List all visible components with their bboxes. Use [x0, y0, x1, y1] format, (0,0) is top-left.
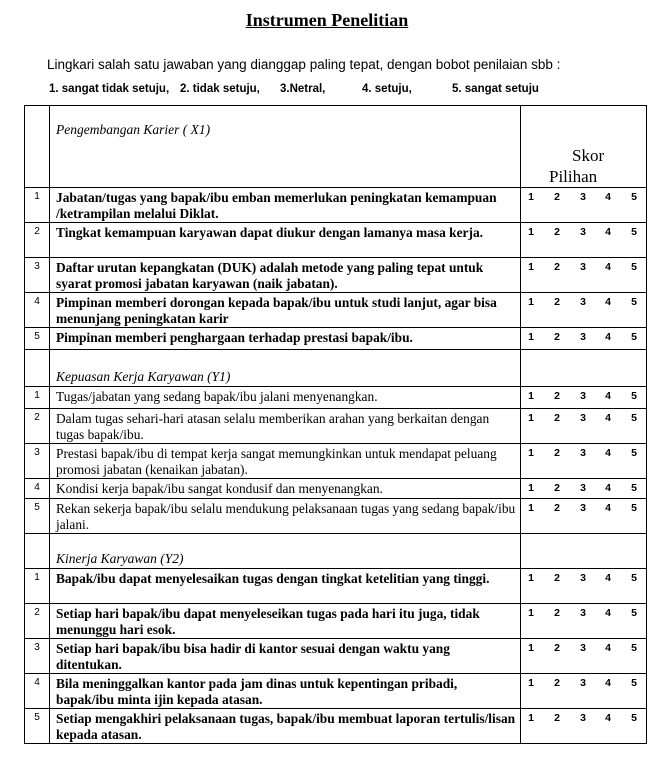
section-title: Pengembangan Karier ( X1)	[56, 122, 211, 137]
score-cell	[521, 499, 647, 534]
section-header-row	[25, 106, 647, 188]
score-option[interactable]: 1	[528, 412, 534, 424]
score-option[interactable]: 3	[580, 482, 586, 494]
question-row	[25, 328, 647, 350]
score-cell	[521, 328, 647, 350]
question-text: Daftar urutan kepangkatan (DUK) adalah metode yang paling tepat untuk syarat promosi jabatan karyawan (naik jabatan).	[50, 258, 521, 293]
section-header-row	[25, 350, 647, 387]
score-option[interactable]: 4	[605, 642, 611, 654]
score-option[interactable]: 4	[605, 712, 611, 724]
questionnaire-table	[24, 105, 647, 744]
question-text: Rekan sekerja bapak/ibu selalu mendukung pelaksanaan tugas yang sedang bapak/ibu jalani.	[50, 499, 521, 534]
question-text: Setiap mengakhiri pelaksanaan tugas, bapak/ibu membuat laporan tertulis/lisan kepada atasan.	[50, 709, 521, 744]
score-option[interactable]: 4	[605, 447, 611, 459]
question-row	[25, 709, 647, 744]
question-text: Setiap hari bapak/ibu dapat menyeleseikan tugas pada hari itu juga, tidak menunggu hari esok.	[50, 604, 521, 639]
question-text: Tugas/jabatan yang sedang bapak/ibu jalani menyenangkan.	[50, 387, 521, 409]
scale-item: 4. setuju,	[362, 83, 412, 95]
score-option[interactable]: 2	[554, 572, 560, 584]
score-option[interactable]: 5	[631, 226, 637, 238]
score-option[interactable]: 2	[554, 261, 560, 273]
score-option[interactable]: 5	[631, 482, 637, 494]
score-option[interactable]: 3	[580, 390, 586, 402]
section-title-cell	[50, 350, 521, 387]
score-option[interactable]: 3	[580, 712, 586, 724]
score-option[interactable]: 1	[528, 572, 534, 584]
score-option[interactable]: 2	[554, 412, 560, 424]
score-option[interactable]: 5	[631, 447, 637, 459]
score-option[interactable]: 3	[580, 331, 586, 343]
score-option[interactable]: 5	[631, 677, 637, 689]
score-cell	[521, 223, 647, 258]
score-option[interactable]: 5	[631, 331, 637, 343]
score-option[interactable]: 1	[528, 261, 534, 273]
section-header-row	[25, 534, 647, 569]
score-option[interactable]: 1	[528, 191, 534, 203]
question-row	[25, 409, 647, 444]
score-option[interactable]: 2	[554, 712, 560, 724]
question-text: Tingkat kemampuan karyawan dapat diukur dengan lamanya masa kerja.	[50, 223, 521, 258]
scale-legend	[0, 83, 654, 99]
question-text: Bila meninggalkan kantor pada jam dinas untuk kepentingan pribadi, bapak/ibu minta ijin kepada atasan.	[50, 674, 521, 709]
score-option[interactable]: 5	[631, 572, 637, 584]
instruction-text: Lingkari salah satu jawaban yang dianggap paling tepat, dengan bobot penilaian sbb :	[47, 57, 561, 72]
score-option[interactable]: 4	[605, 502, 611, 514]
score-option[interactable]: 4	[605, 296, 611, 308]
score-option[interactable]: 4	[605, 331, 611, 343]
question-number: 4	[25, 479, 50, 499]
section-score-cell	[521, 106, 647, 188]
question-row	[25, 223, 647, 258]
score-option[interactable]: 2	[554, 390, 560, 402]
score-option[interactable]: 1	[528, 226, 534, 238]
score-option[interactable]: 3	[580, 447, 586, 459]
score-option[interactable]: 2	[554, 296, 560, 308]
question-number: 3	[25, 258, 50, 293]
score-cell	[521, 387, 647, 409]
question-number: 3	[25, 639, 50, 674]
score-option[interactable]: 2	[554, 191, 560, 203]
score-option[interactable]: 5	[631, 412, 637, 424]
score-option[interactable]: 4	[605, 677, 611, 689]
scale-item: 3.Netral,	[280, 83, 326, 95]
score-cell	[521, 604, 647, 639]
score-cell	[521, 674, 647, 709]
score-cell	[521, 569, 647, 604]
score-option[interactable]: 5	[631, 607, 637, 619]
score-option[interactable]: 1	[528, 296, 534, 308]
score-option[interactable]: 2	[554, 677, 560, 689]
score-option[interactable]: 3	[580, 572, 586, 584]
score-cell	[521, 188, 647, 223]
score-option[interactable]: 1	[528, 482, 534, 494]
question-number: 4	[25, 293, 50, 328]
score-option[interactable]: 1	[528, 712, 534, 724]
score-option[interactable]: 1	[528, 642, 534, 654]
question-number: 2	[25, 409, 50, 444]
question-text: Dalam tugas sehari-hari atasan selalu memberikan arahan yang berkaitan dengan tugas bapak/ibu.	[50, 409, 521, 444]
score-option[interactable]: 1	[528, 677, 534, 689]
question-number: 2	[25, 223, 50, 258]
score-option[interactable]: 5	[631, 191, 637, 203]
scale-item: 1. sangat tidak setuju,	[49, 83, 170, 95]
score-option[interactable]: 3	[580, 502, 586, 514]
section-score-cell	[521, 534, 647, 569]
score-cell	[521, 639, 647, 674]
score-option[interactable]: 3	[580, 642, 586, 654]
question-text: Pimpinan memberi dorongan kepada bapak/ibu untuk studi lanjut, agar bisa menunjang peningkatan karir	[50, 293, 521, 328]
score-option[interactable]: 2	[554, 331, 560, 343]
score-option[interactable]: 5	[631, 390, 637, 402]
page-title: Instrumen Penelitian	[245, 10, 409, 30]
score-option[interactable]: 4	[605, 572, 611, 584]
question-row	[25, 479, 647, 499]
score-option[interactable]: 2	[554, 447, 560, 459]
section-title: Kinerja Karyawan (Y2)	[56, 551, 184, 566]
score-cell	[521, 409, 647, 444]
score-option[interactable]: 4	[605, 226, 611, 238]
score-option[interactable]: 2	[554, 226, 560, 238]
question-row	[25, 674, 647, 709]
question-text: Pimpinan memberi penghargaan terhadap prestasi bapak/ibu.	[50, 328, 521, 350]
question-number: 2	[25, 604, 50, 639]
question-text: Kondisi kerja bapak/ibu sangat kondusif dan menyenangkan.	[50, 479, 521, 499]
score-option[interactable]: 2	[554, 607, 560, 619]
question-number: 1	[25, 387, 50, 409]
score-option[interactable]: 5	[631, 261, 637, 273]
scale-item: 5. sangat setuju	[452, 83, 539, 95]
score-option[interactable]: 4	[605, 482, 611, 494]
score-option[interactable]: 3	[580, 296, 586, 308]
score-option[interactable]: 1	[528, 447, 534, 459]
score-option[interactable]: 2	[554, 502, 560, 514]
question-number: 5	[25, 499, 50, 534]
score-option[interactable]: 4	[605, 607, 611, 619]
section-title: Kepuasan Kerja Karyawan (Y1)	[56, 369, 231, 384]
score-cell	[521, 709, 647, 744]
question-number: 5	[25, 709, 50, 744]
question-row	[25, 188, 647, 223]
question-row	[25, 293, 647, 328]
section-number-cell	[25, 534, 50, 569]
section-number-cell	[25, 106, 50, 188]
score-cell	[521, 293, 647, 328]
score-option[interactable]: 1	[528, 502, 534, 514]
score-option[interactable]: 5	[631, 502, 637, 514]
question-row	[25, 444, 647, 479]
question-row	[25, 387, 647, 409]
question-number: 4	[25, 674, 50, 709]
score-header-line1: Skor	[572, 146, 605, 165]
question-text: Jabatan/tugas yang bapak/ibu emban memerlukan peningkatan kemampuan /ketrampilan melalui Diklat.	[50, 188, 521, 223]
score-option[interactable]: 3	[580, 191, 586, 203]
score-option[interactable]: 4	[605, 412, 611, 424]
question-text: Prestasi bapak/ibu di tempat kerja sangat memungkinkan untuk mendapat peluang promosi jabatan (kenaikan jabatan).	[50, 444, 521, 479]
score-header-line2: Pilihan	[549, 167, 598, 186]
section-title-cell	[50, 106, 521, 188]
section-score-cell	[521, 350, 647, 387]
score-option[interactable]: 2	[554, 482, 560, 494]
scale-item: 2. tidak setuju,	[180, 83, 260, 95]
score-option[interactable]: 1	[528, 331, 534, 343]
score-option[interactable]: 3	[580, 261, 586, 273]
question-number: 1	[25, 188, 50, 223]
score-option[interactable]: 1	[528, 390, 534, 402]
question-number: 3	[25, 444, 50, 479]
score-cell	[521, 258, 647, 293]
score-option[interactable]: 4	[605, 261, 611, 273]
score-option[interactable]: 4	[605, 390, 611, 402]
question-row	[25, 604, 647, 639]
score-option[interactable]: 5	[631, 642, 637, 654]
score-cell	[521, 444, 647, 479]
question-number: 5	[25, 328, 50, 350]
question-row	[25, 639, 647, 674]
question-row	[25, 499, 647, 534]
score-option[interactable]: 3	[580, 677, 586, 689]
score-option[interactable]: 3	[580, 412, 586, 424]
section-title-cell	[50, 534, 521, 569]
question-text: Bapak/ibu dapat menyelesaikan tugas dengan tingkat ketelitian yang tinggi.	[50, 569, 521, 604]
score-option[interactable]: 5	[631, 712, 637, 724]
question-number: 1	[25, 569, 50, 604]
score-option[interactable]: 4	[605, 191, 611, 203]
score-option[interactable]: 3	[580, 226, 586, 238]
question-text: Setiap hari bapak/ibu bisa hadir di kantor sesuai dengan waktu yang ditentukan.	[50, 639, 521, 674]
score-option[interactable]: 3	[580, 607, 586, 619]
question-row	[25, 258, 647, 293]
score-option[interactable]: 2	[554, 642, 560, 654]
section-number-cell	[25, 350, 50, 387]
question-row	[25, 569, 647, 604]
score-option[interactable]: 1	[528, 607, 534, 619]
score-cell	[521, 479, 647, 499]
score-option[interactable]: 5	[631, 296, 637, 308]
